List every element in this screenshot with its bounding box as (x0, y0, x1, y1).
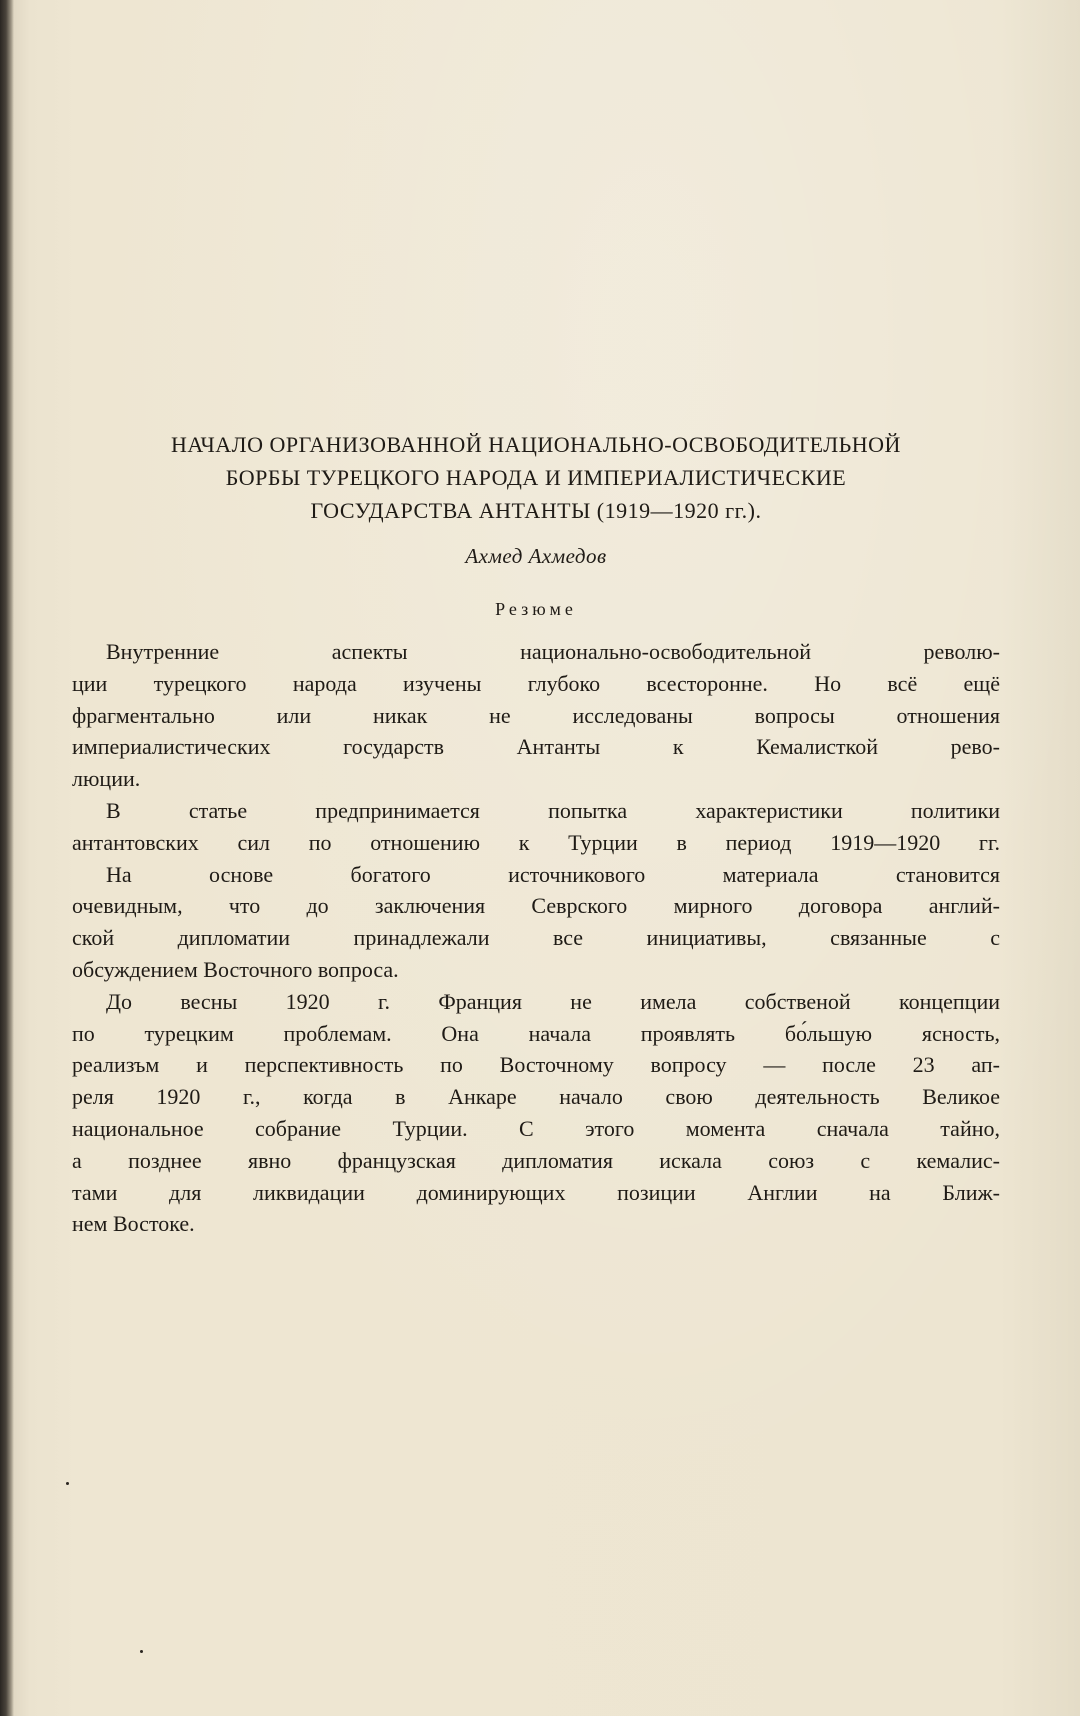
paragraph (72, 859, 1000, 986)
paragraph (72, 986, 1000, 1240)
text-line: национальное собрание Турции. С этого момента сначала тайно, (72, 1115, 1000, 1141)
text-line: тами для ликвидации доминирующих позиции Англии на Ближ- (72, 1179, 1000, 1205)
section-heading-summary: Резюме (495, 599, 577, 619)
text-line: В статье предпринимается попытка характеристики политики (106, 797, 1000, 823)
page-binding-edge (0, 0, 14, 1716)
paper-speck (140, 1650, 143, 1653)
article (72, 428, 1000, 1240)
paper-speck (66, 1482, 69, 1485)
title-line: БОРБЫ ТУРЕЦКОГО НАРОДА И ИМПЕРИАЛИСТИЧЕСКИЕ (225, 465, 847, 490)
summary-body (72, 636, 1000, 1240)
title-line: НАЧАЛО ОРГАНИЗОВАННОЙ НАЦИОНАЛЬНО-ОСВОБОДИТЕЛЬНОЙ (171, 432, 901, 457)
text-line: очевидным, что до заключения Севрского мирного договора англий- (72, 893, 1000, 919)
text-line: по турецким проблемам. Она начала проявлять бо́льшую ясность, (72, 1020, 1000, 1046)
text-line: обсуждением Восточного вопроса. (72, 956, 399, 982)
text-line: ции турецкого народа изучены глубоко всесторонне. Но всё ещё (72, 670, 1000, 696)
text-line: а позднее явно французская дипломатия искала союз с кемалис- (72, 1147, 1000, 1173)
text-line: империалистических государств Антанты к Кемалисткой рево- (72, 734, 1000, 760)
text-line: До весны 1920 г. Франция не имела собственой концепции (106, 988, 1000, 1014)
title-line: ГОСУДАРСТВА АНТАНТЫ (1919—1920 гг.). (310, 498, 762, 523)
text-line: реализъм и перспективность по Восточному вопросу — после 23 ап- (72, 1052, 1000, 1078)
text-line: нем Востоке. (72, 1211, 195, 1237)
text-line: антантовских сил по отношению к Турции в период 1919—1920 гг. (72, 829, 1000, 855)
text-line: Внутренние аспекты национально-освободительной револю- (106, 639, 1000, 664)
text-line: На основе богатого источникового материала становится (106, 861, 1000, 887)
text-line: фрагментально или никак не исследованы вопросы отношения (72, 702, 1000, 728)
text-line: люции. (72, 766, 141, 792)
paragraph (72, 636, 1000, 795)
article-author: Ахмед Ахмедов (465, 544, 607, 568)
text-line: реля 1920 г., когда в Анкаре начало свою деятельность Великое (72, 1084, 1000, 1110)
paragraph (72, 795, 1000, 859)
article-title (72, 428, 1000, 527)
text-line: ской дипломатии принадлежали все инициативы, связанные с (72, 925, 1000, 951)
